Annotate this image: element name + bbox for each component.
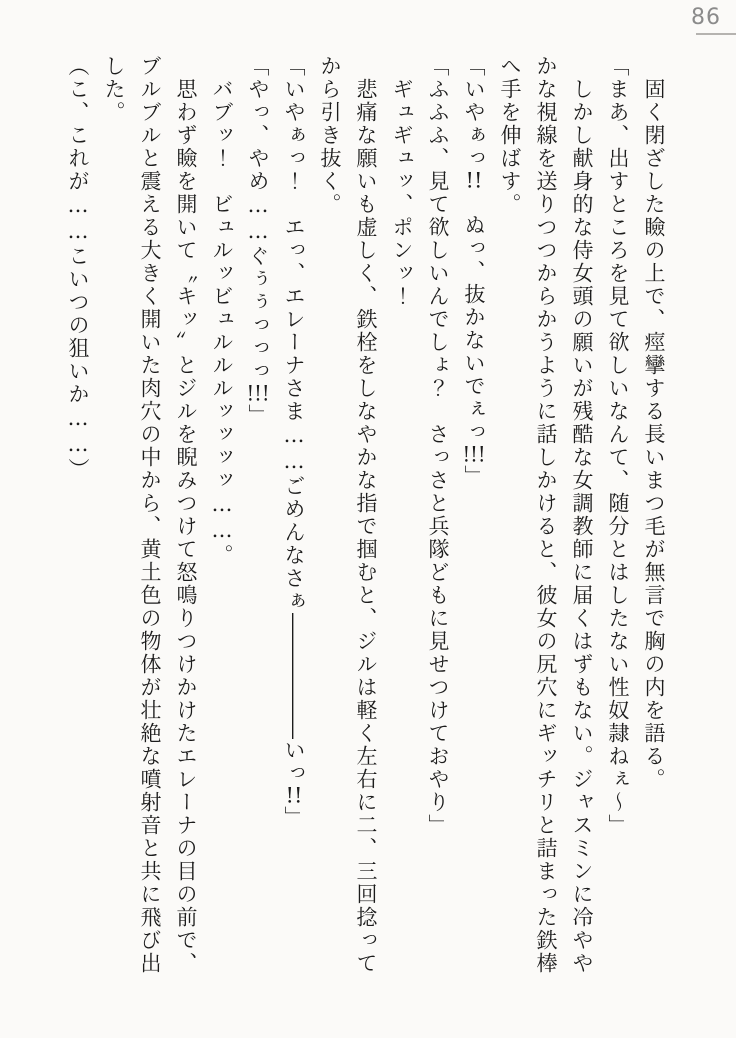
paragraph: 悲痛な願いも虚しく、鉄栓をしなやかな指で掴むと、ジルは軽く左右に二、三回捻ってから引き抜く。 [318,55,378,975]
paragraph: ギュギュッ、ポンッ！ [390,78,414,308]
exclamation-run: !!! [462,444,486,465]
paragraph: 固く閉ざした瞼の上で、痙攣する長いまつ毛が無言で胸の内を語る。 [642,78,666,791]
long-dash: ―――――― [282,613,306,739]
exclamation-run: !! [285,785,303,806]
paragraph: 「いやぁっ!! ぬっ、抜かないでぇっ!!!」 [462,55,486,488]
paragraph: バブッ！ ビュルッビュルルルッッッッ……。 [210,78,234,567]
page-number: 86 [691,5,721,30]
paragraph: （こ、これが……こいつの狙いか……） [66,55,90,481]
paragraph: しかし献身的な侍女頭の願いが残酷な女調教師に届くはずもない。ジャスミンに冷ややかな視線を送りつつからかうように話しかけると、彼女の尻穴にギッチリと詰まった鉄棒へ手を伸ばす。 [498,55,594,975]
paragraph: 「まあ、出すところを見て欲しいなんて、随分とはしたない性奴隷ねぇ〜」 [606,55,630,837]
exclamation-run: !! [465,170,483,191]
exclamation-run: !!! [246,383,270,404]
text-block [60,55,672,985]
page-number-underline [696,33,736,35]
paragraph: 「いやぁっ！ エっ、エレーナさま……ごめんなさぁ――――――いっ!!」 [282,55,306,829]
paragraph: 思わず瞼を開いて〝キッ〟とジルを睨みつけて怒鳴りつけかけたエレーナの目の前で、ブルブルと震える大きく開いた肉穴の中から、黄土色の物体が壮絶な噴射音と共に飛び出した。 [102,55,198,975]
paragraph: 「ふふふ、見て欲しいんでしょ？ さっさと兵隊どもに見せつけておやり」 [426,55,450,837]
paragraph: 「やっ、やめ……ぐぅぅっっっ!!!」 [246,55,270,427]
